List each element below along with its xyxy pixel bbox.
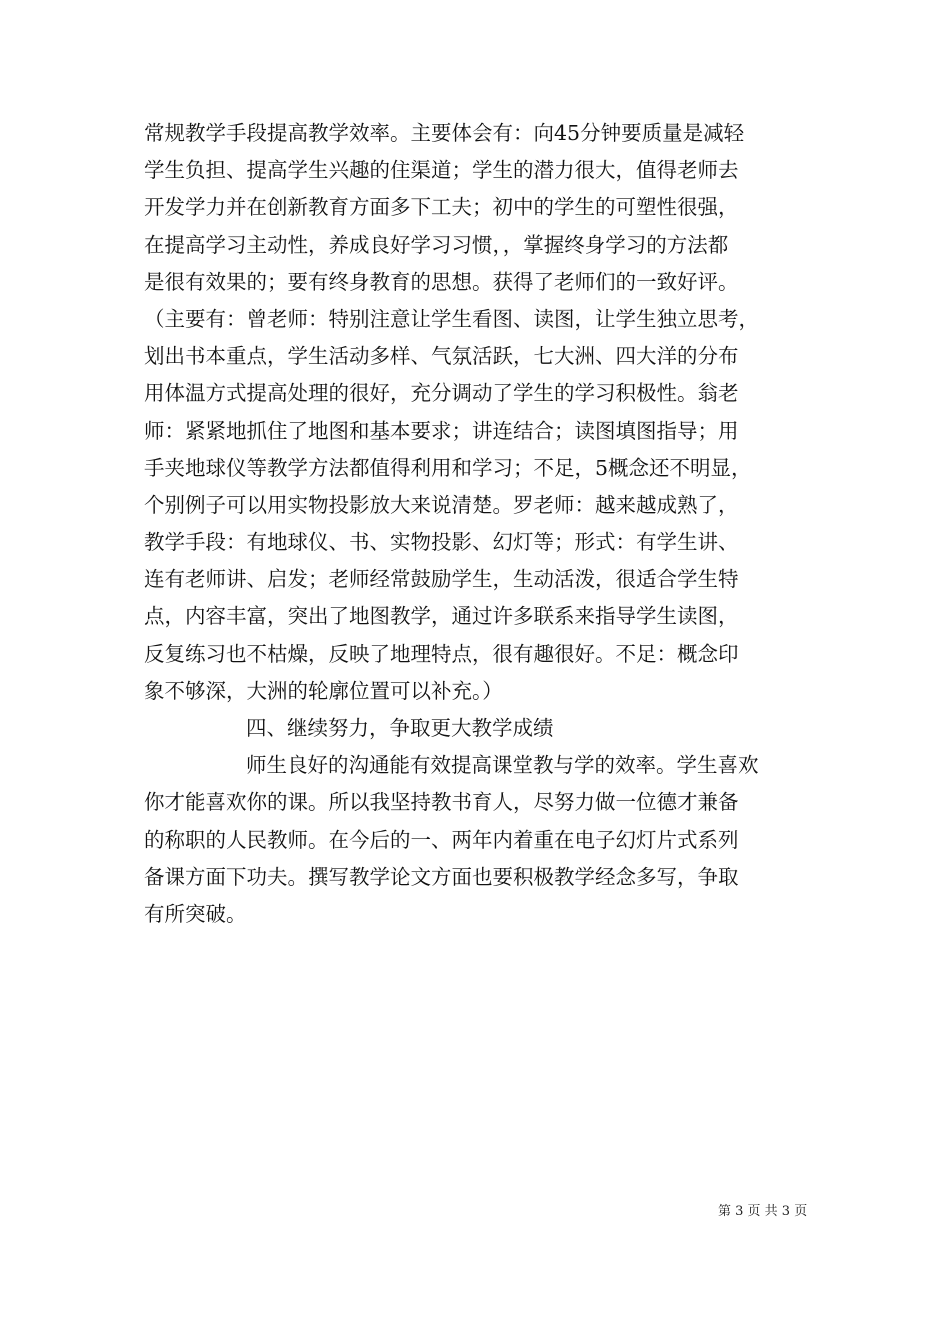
paragraph-line: 在提高学习主动性，养成良好学习习惯，，掌握终身学习的方法都 [144, 232, 729, 257]
page-number: 第 3 页 共 3 页 [718, 1204, 808, 1219]
paragraph-line: 划出书本重点，学生活动多样、气氛活跃，七大洲、四大洋的分布 [144, 344, 739, 369]
paragraph-line: 学生负担、提高学生兴趣的住渠道；学生的潜力很大，值得老师去 [144, 158, 739, 183]
paragraph-line: 开发学力并在创新教育方面多下工夫；初中的学生的可塑性很强， [144, 195, 739, 220]
section-heading: 四、继续努力，争取更大教学成绩 [246, 716, 554, 740]
paragraph-line: （主要有：曾老师：特别注意让学生看图、读图，让学生独立思考， [144, 306, 759, 331]
paragraph-line: 有所突破。 [144, 901, 247, 926]
paragraph-line: 连有老师讲、启发；老师经常鼓励学生，生动活泼，很适合学生特 [144, 567, 739, 592]
paragraph-line: 师：紧紧地抓住了地图和基本要求；讲连结合；读图填图指导；用 [144, 418, 739, 443]
paragraph-line: 象不够深，大洲的轮廓位置可以补充。） [144, 678, 503, 703]
paragraph-line: 备课方面下功夫。撰写教学论文方面也要积极教学经念多写，争取 [144, 864, 739, 889]
document-body [144, 115, 824, 933]
paragraph-line: 点，内容丰富，突出了地图教学，通过许多联系来指导学生读图， [144, 604, 739, 629]
paragraph-line: 师生良好的沟通能有效提高课堂教与学的效率。学生喜欢 [246, 753, 759, 778]
paragraph-line: 你才能喜欢你的课。所以我坚持教书育人，尽努力做一位德才兼备 [144, 790, 739, 815]
paragraph-line: 手夹地球仪等教学方法都值得利用和学习；不足，5概念还不明显， [144, 455, 752, 480]
paragraph-line: 反复练习也不枯燥，反映了地理特点，很有趣很好。不足：概念印 [144, 641, 739, 666]
paragraph-line: 个别例子可以用实物投影放大来说清楚。罗老师：越来越成熟了， [144, 492, 739, 517]
paragraph-line: 的称职的人民教师。在今后的一、两年内着重在电子幻灯片式系列 [144, 827, 739, 852]
paragraph-line: 用体温方式提高处理的很好，充分调动了学生的学习积极性。翁老 [144, 381, 739, 406]
paragraph-line: 教学手段：有地球仪、书、实物投影、幻灯等；形式：有学生讲、 [144, 530, 739, 555]
paragraph-line: 是很有效果的；要有终身教育的思想。获得了老师们的一致好评。 [144, 269, 739, 294]
paragraph-line: 常规教学手段提高教学效率。主要体会有：向45分钟要质量是减轻 [144, 121, 745, 145]
